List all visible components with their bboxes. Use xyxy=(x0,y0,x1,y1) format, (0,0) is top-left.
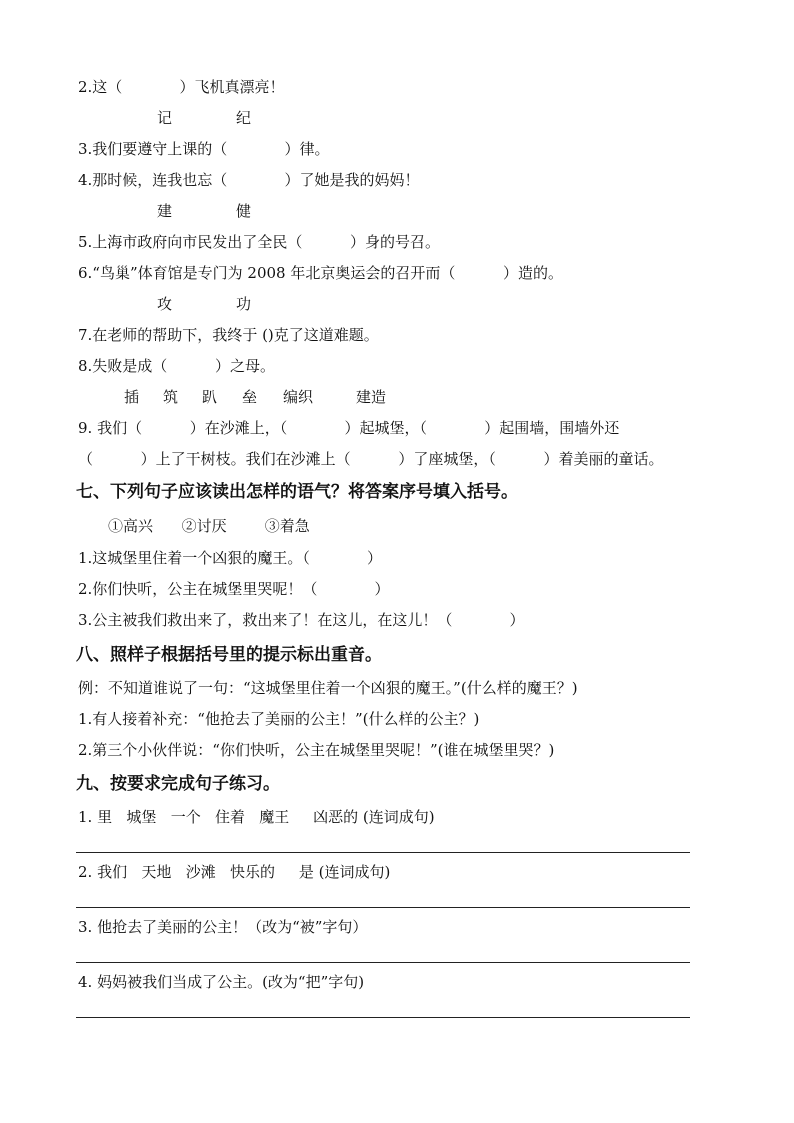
question-3: 3.我们要遵守上课的（ ）律。 xyxy=(78,140,330,158)
choice-gong-2: 功 xyxy=(236,295,252,313)
section-8-heading: 八、照样子根据括号里的提示标出重音。 xyxy=(76,645,382,665)
word-choice: 插 xyxy=(124,388,140,406)
sentence-question-3: 3. 他抢去了美丽的公主！（改为“被”字句） xyxy=(78,918,368,936)
question-5: 5.上海市政府向市民发出了全民（ ）身的号召。 xyxy=(78,233,440,251)
answer-line xyxy=(76,962,690,963)
question-8: 8.失败是成（ ）之母。 xyxy=(78,357,275,375)
word-choice: 趴 xyxy=(202,388,218,406)
tone-question-1: 1.这城堡里住着一个凶狠的魔王。（ ） xyxy=(78,549,383,567)
section-9-heading: 九、按要求完成句子练习。 xyxy=(76,774,280,794)
answer-line xyxy=(76,1017,690,1018)
choice-ji-1: 记 xyxy=(157,109,173,127)
word-choice: 垒 xyxy=(242,388,258,406)
stress-question-1: 1.有人接着补充：“他抢去了美丽的公主！”(什么样的公主？) xyxy=(78,710,480,728)
choice-jian-1: 建 xyxy=(157,202,173,220)
sentence-question-1: 1. 里 城堡 一个 住着 魔王 凶恶的 (连词成句) xyxy=(78,808,435,826)
word-choice: 编织 xyxy=(283,388,314,406)
answer-line xyxy=(76,907,690,908)
choice-gong-1: 攻 xyxy=(157,295,173,313)
stress-example: 例：不知道谁说了一句：“这城堡里住着一个凶狠的魔王。”(什么样的魔王？) xyxy=(78,679,578,697)
choice-ji-2: 纪 xyxy=(236,109,252,127)
sentence-question-4: 4. 妈妈被我们当成了公主。(改为“把”字句) xyxy=(78,973,365,991)
tone-question-2: 2.你们快听，公主在城堡里哭呢！（ ） xyxy=(78,580,390,598)
tone-question-3: 3.公主被我们救出来了，救出来了！在这儿，在这儿！（ ） xyxy=(78,611,525,629)
answer-line xyxy=(76,852,690,853)
question-7: 7.在老师的帮助下，我终于 ()克了这道难题。 xyxy=(78,326,379,344)
question-6: 6.“鸟巢”体育馆是专门为 2008 年北京奥运会的召开而（ ）造的。 xyxy=(78,264,564,282)
sentence-question-2: 2. 我们 天地 沙滩 快乐的 是 (连词成句) xyxy=(78,863,391,881)
section-7-heading: 七、下列句子应该读出怎样的语气？将答案序号填入括号。 xyxy=(76,482,518,502)
question-2: 2.这（ ）飞机真漂亮！ xyxy=(78,78,285,96)
question-9-line-2: （ ）上了干树枝。我们在沙滩上（ ）了座城堡，（ ）着美丽的童话。 xyxy=(78,450,664,468)
question-9-line-1: 9. 我们（ ）在沙滩上，（ ）起城堡，（ ）起围墙，围墙外还 xyxy=(78,419,620,437)
choice-jian-2: 健 xyxy=(236,202,252,220)
stress-question-2: 2.第三个小伙伴说：“你们快听，公主在城堡里哭呢！”(谁在城堡里哭？) xyxy=(78,741,555,759)
word-choice: 建造 xyxy=(356,388,387,406)
tone-options: ①高兴 ②讨厌 ③着急 xyxy=(108,517,310,535)
word-choice: 筑 xyxy=(163,388,179,406)
question-4: 4.那时候，连我也忘（ ）了她是我的妈妈！ xyxy=(78,171,420,189)
